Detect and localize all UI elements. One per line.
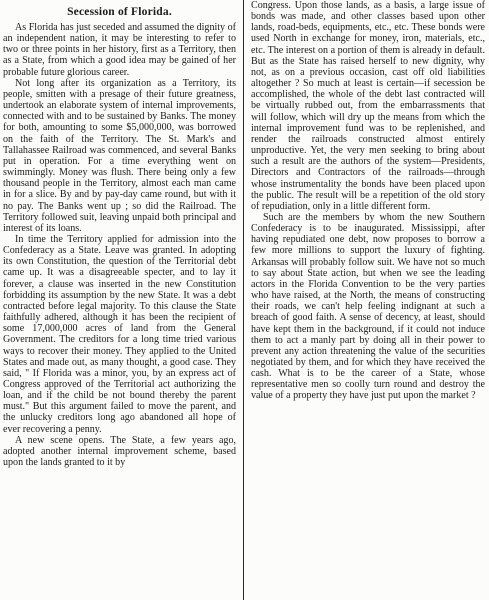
column-divider [243,0,244,600]
paragraph-territory: Not long after its organization as a Territory, its people, smitten with a presage of their future greatness, undertook an elaborate system of internal improvements, connected with and to be sustained by Banks. The money for both, amounting to some $5,000,000, was borrowed on the faith of the Territory. The St. Mark's and Tallahassee Railroad was commenced, and several Banks put in operation. For a time everything went on swimmingly. Money was flush. There being only a few thousand people in the Territory, almost each man came in for a slice. By and by pay-day came round, but with it no pay. The Banks went up ; so did the Railroad. The Territory followed suit, leaving unpaid both principal and interest of its loans. [3,77,236,234]
article-headline: Secession of Florida. [67,6,172,18]
right-column-text [251,0,485,402]
paragraph-confederacy: Such are the members by whom the new Southern Confederacy is to be inaugurated. Mississippi, after having repudiated one debt, now proposes to borrow a few more millions to support the luxury of fighting. Arkansas will probably follow suit. We have not so much to say about State action, but when we see the leading actors in the Florida Convention to be the very parties who have raised, at the North, the means of constructing their roads, we can't help feeling indignant at such a breach of good faith. A sense of decency, at least, should have kept them in the background, if it could not induce them to act a manly part by doing all in their power to prevent any action threatening the value of the securities negotiated by them, and for which they have received the cash. What is to be the career of a State, whose representative men so coolly turn round and destroy the value of a property they have just put upon the market ? [251,211,485,402]
paragraph-new-scene: A new scene opens. The State, a few years ago, adopted another internal improvement scheme, based upon the lands granted to it by [3,434,236,469]
right-column [251,0,485,600]
left-column-text [3,22,236,468]
paragraph-statehood: In time the Territory applied for admission into the Confederacy as a State. Leave was granted. In adopting its own Constitution, the question of the Territorial debt came up. It was a disagreeable specter, and to lay it forever, a clause was inserted in the new Constitution forbidding its assumption by the new State. It was a debt contracted before legal majority. To this clause the State faithfully adhered, although it has been the recipient of some 17,000,000 acres of land from the General Government. The creditors for a long time tried various ways to recover their money. They applied to the United States and made out, as many thought, a good case. They said, " If Florida was a minor, you, by an express act of Congress approved of the Territorial act authorizing the loan, and if the child be not bound thereby the parent must." But this argument failed to move the parent, and the unlucky creditors long ago abandoned all hope of ever recovering a penny. [3,233,236,435]
left-column [3,0,236,600]
paragraph-intro: As Florida has just seceded and assumed the dignity of an independent nation, it may be interesting to refer to two or three points in her history, first as a Territory, then as a State, from which a good idea may be gained of her probable future glorious career. [3,22,236,78]
paragraph-bonds: Congress. Upon those lands, as a basis, a large issue of bonds was made, and other classes based upon other lands, road-beds, equipments, etc., etc. These bonds were used North in exchange for money, iron, materials, etc., etc. The interest on a portion of them is already in default. But as the State has raised herself to new dignity, why not, as on a previous occasion, cast off old liabilities altogether ? So much at least is certain—if secession be accomplished, the whole of the debt last contracted will be virtually rubbed out, from the embarrassments that will follow, which will dry up the means from which the internal improvement fund was to be replenished, and render the railroads constructed almost entirely unproductive. Yet, the very men seeking to bring about such a result are the authors of the system—Presidents, Directors and Contractors of the railroads—through whose instrumentality the bonds have been placed upon the public. The result will be a repetition of the old story of repudiation, only in a little different form. [251,0,485,212]
